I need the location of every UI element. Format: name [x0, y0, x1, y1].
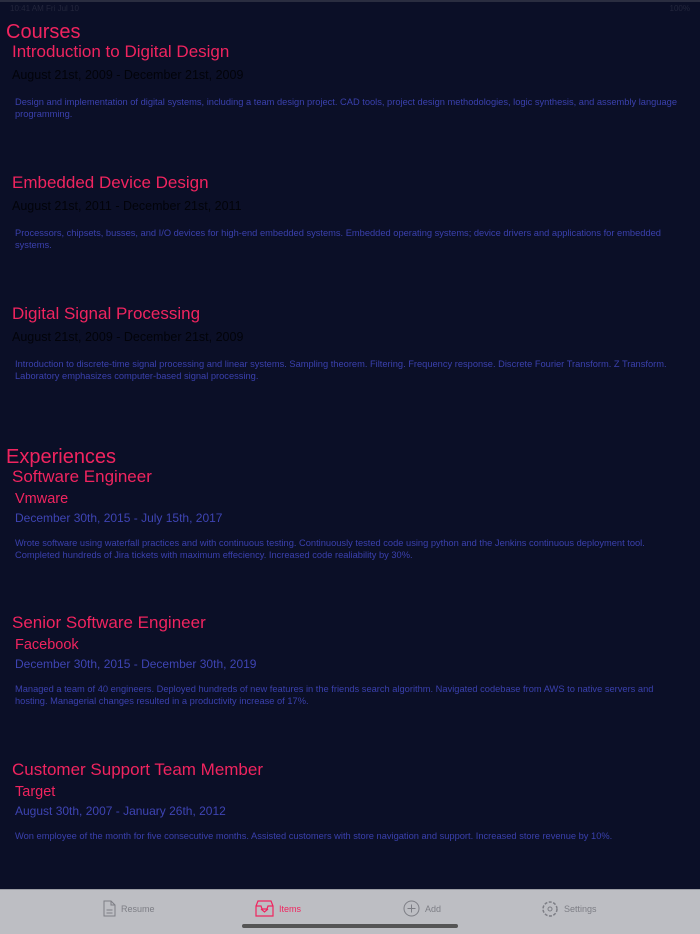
tab-settings[interactable]: [541, 900, 597, 918]
course-title: Embedded Device Design: [12, 173, 209, 192]
course-title: Introduction to Digital Design: [12, 42, 230, 61]
experience-title: Software Engineer: [12, 467, 152, 486]
top-edge: [0, 0, 700, 2]
experience-description: Won employee of the month for five consecutive months. Assisted customers with store navigation and support. Increased store revenue by 10%.: [15, 831, 613, 841]
experience-title: Customer Support Team Member: [12, 760, 264, 779]
tab-label: Resume: [121, 903, 155, 914]
experience-company: Vmware: [15, 491, 69, 507]
course-dates: August 21st, 2009 - December 21st, 2009: [12, 68, 244, 82]
experience-title: Senior Software Engineer: [12, 613, 206, 632]
course-description: Design and implementation of digital systems, including a team design project. CAD tools, project design methodologies, logic synthesis, and assembly language programming.: [15, 97, 677, 119]
course-dates: August 21st, 2011 - December 21st, 2011: [12, 199, 242, 213]
gear-icon: [541, 900, 559, 918]
tab-items[interactable]: [255, 900, 301, 917]
experience-company: Target: [15, 784, 56, 800]
home-indicator[interactable]: [242, 924, 458, 928]
courses-heading: Courses: [6, 21, 81, 43]
experience-description: Wrote software using waterfall practices and with continuous testing. Continuously tested code using python and the Jenkins continuous deployment tool. Completed hundreds of Jira tickets with maximum effeciency. Increased code realiability by 30%.: [15, 538, 645, 560]
experiences-heading: Experiences: [6, 446, 117, 468]
status-bar: [10, 4, 690, 13]
course-description: Processors, chipsets, busses, and I/O devices for high-end embedded systems. Embedded operating systems; device drivers and applications for embedded systems.: [15, 228, 661, 250]
tab-label: Settings: [564, 904, 597, 914]
experience-description: Managed a team of 40 engineers. Deployed hundreds of new features in the friends search algorithm. Navigated codebase from AWS to native servers and hosting. Managerial changes resulted in a productivity increase of 17%.: [15, 684, 654, 706]
tab-label: Items: [279, 903, 302, 914]
experience-company: Facebook: [15, 637, 79, 653]
status-time: 10:41 AM Fri Jul 10: [10, 4, 79, 13]
status-battery: 100%: [669, 4, 690, 13]
document-icon: [103, 900, 116, 917]
course-dates: August 21st, 2009 - December 21st, 2009: [12, 330, 244, 344]
tray-icon: [255, 900, 274, 917]
experience-dates: December 30th, 2015 - December 30th, 2019: [15, 657, 257, 671]
course-description: Introduction to discrete-time signal processing and linear systems. Sampling theorem. Filtering. Frequency response. Discrete Fourier Transform. Z Transform. Laboratory emphasizes computer-based signal processing.: [15, 359, 667, 381]
course-title: Digital Signal Processing: [12, 304, 201, 323]
tab-resume[interactable]: [103, 900, 155, 917]
tab-add[interactable]: [403, 900, 441, 917]
experience-dates: December 30th, 2015 - July 15th, 2017: [15, 511, 223, 525]
experience-dates: August 30th, 2007 - January 26th, 2012: [15, 804, 226, 818]
tab-label: Add: [425, 903, 442, 914]
plus-circle-icon: [403, 900, 420, 917]
